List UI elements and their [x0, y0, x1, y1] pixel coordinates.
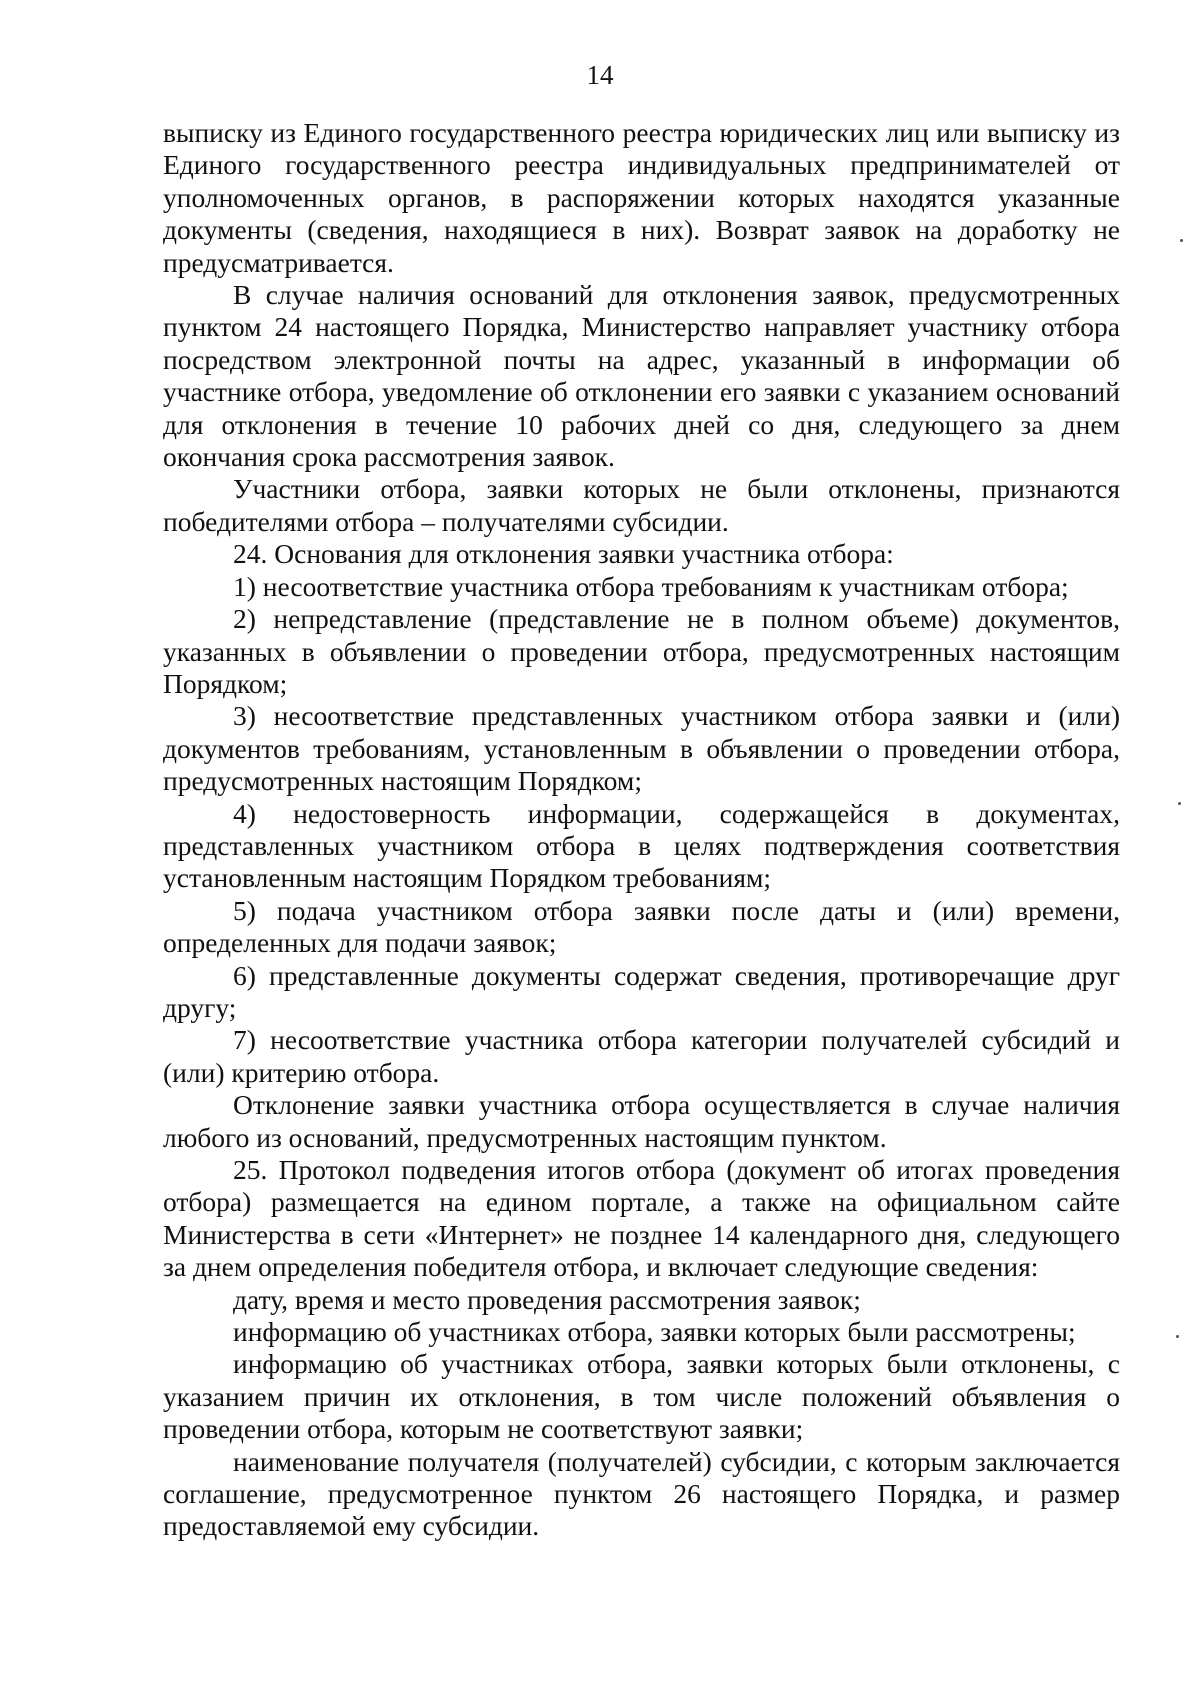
page-number: 14	[586, 60, 614, 90]
paragraph-winners: Участники отбора, заявки которых не были отклонены, признаются победителями отбора – получателями субсидии.	[163, 473, 1120, 537]
scan-speck	[1180, 239, 1183, 242]
protocol-detail-rejected: информацию об участниках отбора, заявки которых были отклонены, с указанием причин их отклонения, в том числе положений объявления о проведении отбора, которым не соответствуют заявки;	[163, 1348, 1120, 1445]
protocol-detail-considered: информацию об участниках отбора, заявки которых были рассмотрены;	[233, 1316, 1076, 1348]
list-item-4: 4) недостоверность информации, содержащейся в документах, представленных участником отбора в целях подтверждения соответствия установленным настоящим Порядком требованиям;	[163, 797, 1120, 894]
scan-speck	[1178, 802, 1181, 805]
list-item-2: 2) непредставление (представление не в полном объеме) документов, указанных в объявлении о проведении отбора, предусмотренных настоящим Порядком;	[163, 603, 1120, 699]
list-item-7: 7) несоответствие участника отбора категории получателей субсидий и (или) критерию отбора.	[163, 1024, 1120, 1088]
protocol-detail-date: дату, время и место проведения рассмотрения заявок;	[233, 1283, 861, 1315]
paragraph-rejection-notice: В случае наличия оснований для отклонения заявок, предусмотренных пунктом 24 настоящего Порядка, Министерство направляет участнику отбора посредством электронной почты на адрес, указанный в информации об участнике отбора, уведомление об отклонении его заявки с указанием оснований для отклонения в течение 10 рабочих дней со дня, следующего за днем окончания срока рассмотрения заявок.	[163, 279, 1120, 473]
list-item-6: 6) представленные документы содержат сведения, противоречащие друг другу;	[163, 959, 1120, 1023]
document-body	[163, 117, 1120, 1543]
list-item-1: 1) несоответствие участника отбора требованиям к участникам отбора;	[233, 570, 1069, 602]
scan-speck	[1176, 1335, 1179, 1338]
list-item-3: 3) несоответствие представленных участником отбора заявки и (или) документов требованиям, установленным в объявлении о проведении отбора, предусмотренных настоящим Порядком;	[163, 700, 1120, 797]
list-item-5: 5) подача участником отбора заявки после даты и (или) времени, определенных для подачи заявок;	[163, 894, 1120, 959]
protocol-detail-recipient: наименование получателя (получателей) субсидии, с которым заключается соглашение, предусмотренное пунктом 26 настоящего Порядка, и размер предоставляемой ему субсидии.	[163, 1445, 1120, 1542]
paragraph-item-25-protocol: 25. Протокол подведения итогов отбора (документ об итогах проведения отбора) размещается на едином портале, а также на официальном сайте Министерства в сети «Интернет» не позднее 14 календарного дня, следующего за днем определения победителя отбора, и включает следующие сведения:	[163, 1154, 1120, 1283]
paragraph-item-24-heading: 24. Основания для отклонения заявки участника отбора:	[233, 538, 894, 570]
paragraph-rejection-any-ground: Отклонение заявки участника отбора осуществляется в случае наличия любого из оснований, предусмотренных настоящим пунктом.	[163, 1089, 1120, 1153]
paragraph-continuation: выписку из Единого государственного реестра юридических лиц или выписку из Единого государственного реестра индивидуальных предпринимателей от уполномоченных органов, в распоряжении которых находятся указанные документы (сведения, находящиеся в них). Возврат заявок на доработку не предусматривается.	[163, 117, 1120, 278]
